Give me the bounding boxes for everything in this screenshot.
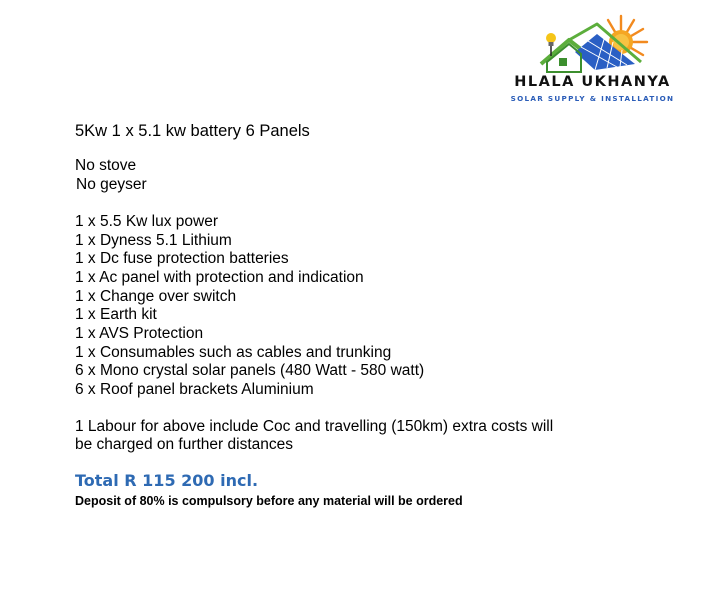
item-line: 1 x Dyness 5.1 Lithium <box>75 232 232 249</box>
item-line: 1 x Change over switch <box>75 288 237 305</box>
deposit-note: Deposit of 80% is compulsory before any material will be ordered <box>75 494 463 508</box>
note-line: No geyser <box>76 176 147 193</box>
solar-house-icon <box>535 12 650 74</box>
item-line: 1 x Consumables such as cables and trunking <box>75 344 392 361</box>
item-line: 1 x 5.5 Kw lux power <box>75 213 219 230</box>
item-line: 1 x Ac panel with protection and indication <box>75 269 364 286</box>
logo-tagline: SOLAR SUPPLY & INSTALLATION <box>510 94 675 103</box>
labour-line: be charged on further distances <box>75 436 293 453</box>
logo-company-name: HLALA UKHANYA <box>514 74 671 90</box>
quote-title: 5Kw 1 x 5.1 kw battery 6 Panels <box>75 122 310 140</box>
item-line: 1 x Dc fuse protection batteries <box>75 250 289 267</box>
item-line: 1 x Earth kit <box>75 306 157 323</box>
note-line: No stove <box>75 157 137 174</box>
item-line: 6 x Mono crystal solar panels (480 Watt - 580 watt) <box>75 362 425 379</box>
total-price: Total R 115 200 incl. <box>75 471 259 490</box>
item-line: 6 x Roof panel brackets Aluminium <box>75 381 314 398</box>
item-line: 1 x AVS Protection <box>75 325 204 342</box>
company-logo <box>505 12 680 104</box>
labour-line: 1 Labour for above include Coc and travelling (150km) extra costs will <box>75 418 554 435</box>
